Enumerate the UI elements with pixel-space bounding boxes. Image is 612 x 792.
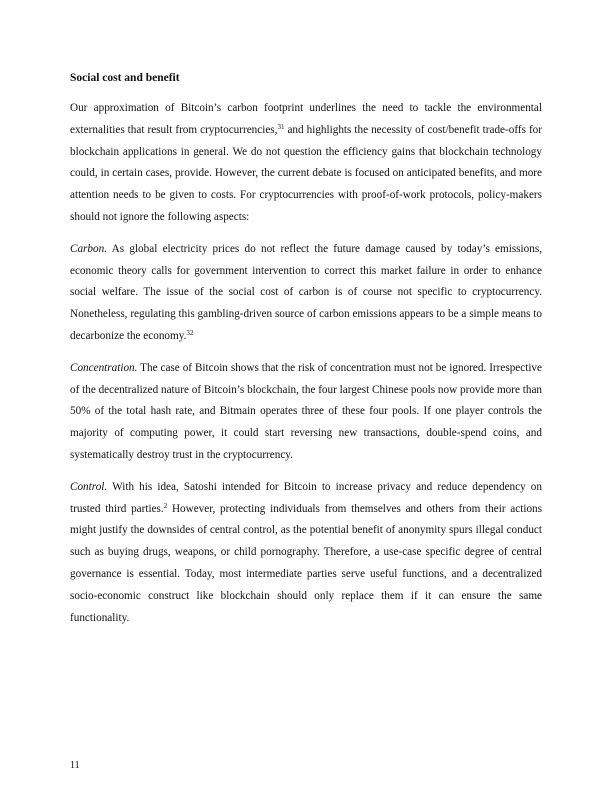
document-page — [70, 68, 542, 639]
page-number: 11 — [70, 760, 80, 771]
carbon-text: As global electricity prices do not reflect the future damage caused by today’s emissions, economic theory calls for government intervention to correct this market failure in order to enhance social welfare. The issue of the social cost of carbon is of course not specific to cryptocurrency. Nonetheless, regulating this gambling-driven source of carbon emissions appears to be a simple means to decarbonize the economy. — [70, 242, 542, 342]
control-text-part-1: With his idea, Satoshi intended for Bitcoin to increase privacy and reduce dependency on trusted third parties. — [70, 480, 542, 515]
section-heading: Social cost and benefit — [70, 72, 180, 84]
paragraph-control — [70, 477, 542, 630]
footnote-ref-2: 2 — [163, 501, 168, 510]
paragraph-intro — [70, 98, 542, 229]
intro-text-part-2: and highlights the necessity of cost/benefit trade-offs for blockchain applications in general. We do not question the efficiency gains that blockchain technology could, in certain cases, provide. However, the current debate is focused on anticipated benefits, and more attention needs to be given to costs. For cryptocurrencies with proof-of-work protocols, policy-makers should not ignore the following aspects: — [70, 123, 542, 223]
footnote-ref-32: 32 — [186, 328, 194, 337]
concentration-text: The case of Bitcoin shows that the risk of concentration must not be ignored. Irrespective of the decentralized nature of Bitcoin’s blockchain, the four largest Chinese pools now provide more than 50% of the total hash rate, and Bitmain operates three of these four pools. If one player controls the majority of computing power, it could start reversing new transactions, double-spend coins, and systematically destroy trust in the cryptocurrency. — [70, 361, 543, 461]
paragraph-carbon — [70, 239, 542, 348]
control-text-part-2: However, protecting individuals from themselves and others from their actions might justify the downsides of central control, as the potential benefit of anonymity spurs illegal conduct such as buying drugs, weapons, or child pornography. Therefore, a use-case specific degree of central governance is essential. Today, most intermediate parties serve useful functions, and a decentralized socio-economic construct like blockchain should only replace them if it can ensure the same functionality. — [70, 502, 542, 624]
concentration-lead: Concentration. — [70, 361, 138, 374]
carbon-lead: Carbon. — [70, 242, 107, 255]
intro-text-part-1: Our approximation of Bitcoin’s carbon footprint underlines the need to tackle the environmental externalities that result from cryptocurrencies, — [70, 102, 542, 136]
footnote-ref-31: 31 — [277, 122, 285, 131]
paragraph-concentration — [70, 358, 542, 467]
control-lead: Control. — [70, 480, 108, 493]
